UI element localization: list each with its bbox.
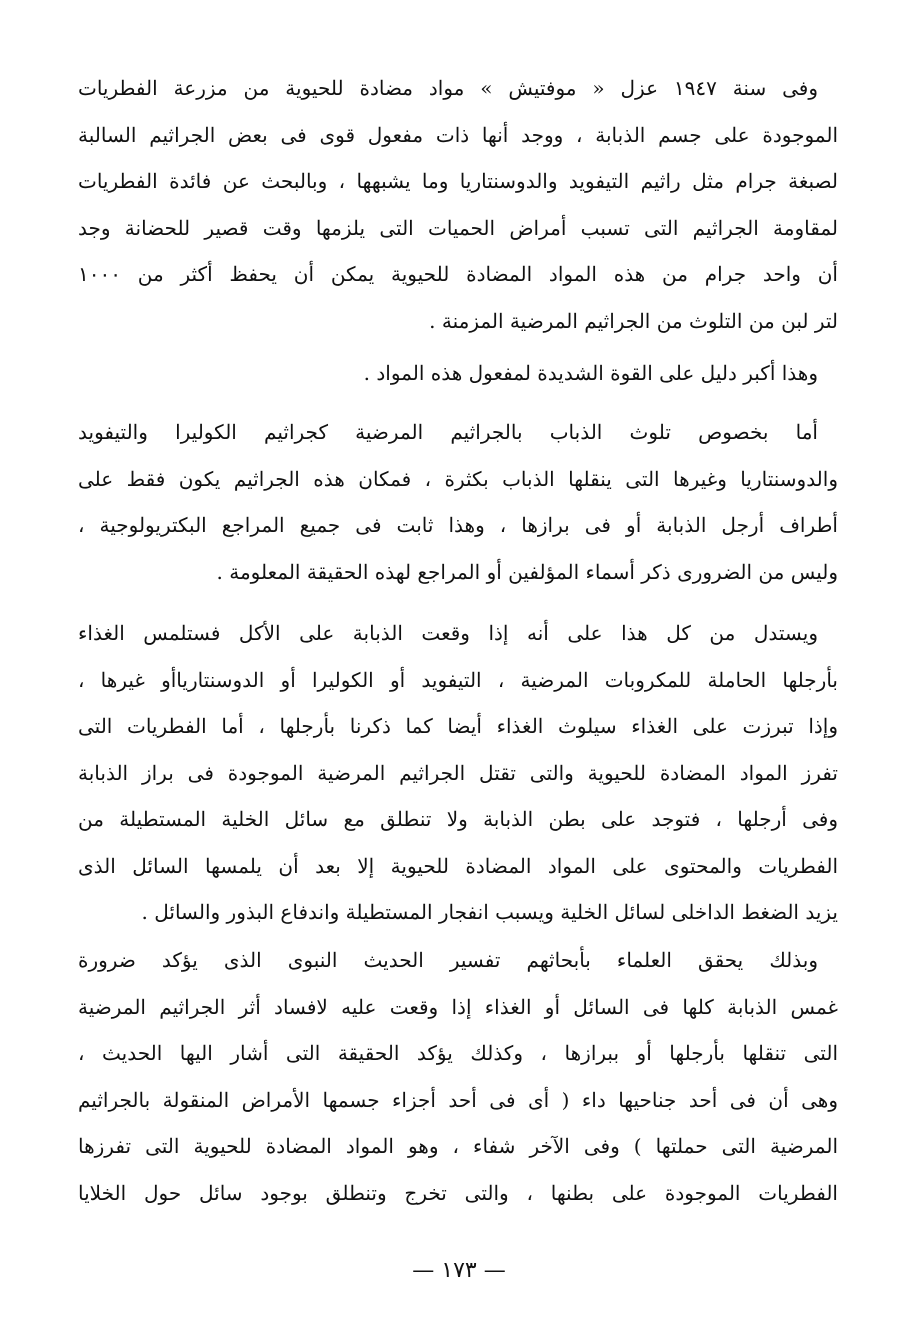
text-line: غمس الذبابة كلها فى السائل أو الغذاء إذا وقعت عليه لافساد أثر الجراثيم المرضية [78,994,838,1019]
text-line: وإذا تبرزت على الغذاء سيلوث الغذاء أيضا كما ذكرنا بأرجلها ، أما الفطريات التى [78,714,838,738]
text-line: وهذا أكبر دليل على القوة الشديدة لمفعول هذه المواد . [363,361,818,385]
paragraph-2 [78,350,838,397]
text-line: الفطريات والمحتوى على المواد المضادة للحيوية إلا بعد أن يلمسها السائل الذى [78,853,838,878]
text-line: لمقاومة الجراثيم التى تسبب أمراض الحميات التى يلزمها وقت قصير للحضانة وجد [78,215,838,240]
text-line: بأرجلها الحاملة للمكروبات المرضية ، التيفويد أو الكوليرا أو الدوسنتارياأو غيرها ، [78,667,838,692]
text-line: وفى أرجلها ، فتوجد على بطن الذبابة ولا تنطلق مع سائل الخلية المستطيلة من [78,807,838,831]
paragraph-3 [78,409,838,595]
text-line: المرضية التى حملتها ) وفى الآخر شفاء ، وهو المواد المضادة للحيوية التى تفرزها [78,1134,838,1158]
text-line: لصبغة جرام مثل راثيم التيفويد والدوسنتاريا وما يشبهها ، وبالبحث عن فائدة الفطريات [78,169,838,193]
text-line: وبذلك يحقق العلماء بأبحاثهم تفسير الحديث النبوى الذى يؤكد ضرورة [78,948,818,972]
paragraph-4 [78,610,838,936]
text-line: ويستدل من كل هذا على أنه إذا وقعت الذبابة على الأكل فستلمس الغذاء [78,621,818,645]
text-line: أن واحد جرام من هذه المواد المضادة للحيوية يمكن أن يحفظ أكثر من ١٠٠٠ [78,262,838,286]
text-line: وليس من الضرورى ذكر أسماء المؤلفين أو المراجع لهذه الحقيقة المعلومة . [216,559,838,584]
text-line: والدوسنتاريا وغيرها التى ينقلها الذباب بكثرة ، فمكان هذه الجراثيم يكون فقط على [78,466,838,491]
paragraph-5 [78,937,838,1216]
text-line: يزيد الضغط الداخلى لسائل الخلية ويسبب انفجار المستطيلة واندفاع البذور والسائل . [141,900,838,924]
text-line: وفى سنة ١٩٤٧ عزل « موفتيش » مواد مضادة للحيوية من مزرعة الفطريات [78,76,818,100]
text-line: الموجودة على جسم الذبابة ، ووجد أنها ذات مفعول قوى فى بعض الجراثيم السالبة [78,122,838,147]
text-line: لتر لبن من التلوث من الجراثيم المرضية المزمنة . [429,308,838,333]
text-line: الفطريات الموجودة على بطنها ، والتى تخرج وتنطلق بوجود سائل حول الخلايا [78,1180,838,1205]
text-line: تفرز المواد المضادة للحيوية والتى تقتل الجراثيم المرضية الموجودة فى براز الذبابة [78,760,838,785]
text-line: وهى أن فى أحد جناحيها داء ( أى فى أحد أجزاء جسمها الأمراض المنقولة بالجراثيم [78,1087,838,1112]
page-number: — ١٧٣ — [412,1258,506,1283]
text-line: أطراف أرجل الذبابة أو فى برازها ، وهذا ثابت فى جميع المراجع البكتريولوجية ، [78,513,838,537]
text-line: التى تنقلها بأرجلها أو ببرازها ، وكذلك يؤكد الحقيقة التى أشار اليها الحديث ، [78,1041,838,1065]
text-line: أما بخصوص تلوث الذباب بالجراثيم المرضية كجراثيم الكوليرا والتيفويد [78,420,818,444]
paragraph-1 [78,65,838,344]
